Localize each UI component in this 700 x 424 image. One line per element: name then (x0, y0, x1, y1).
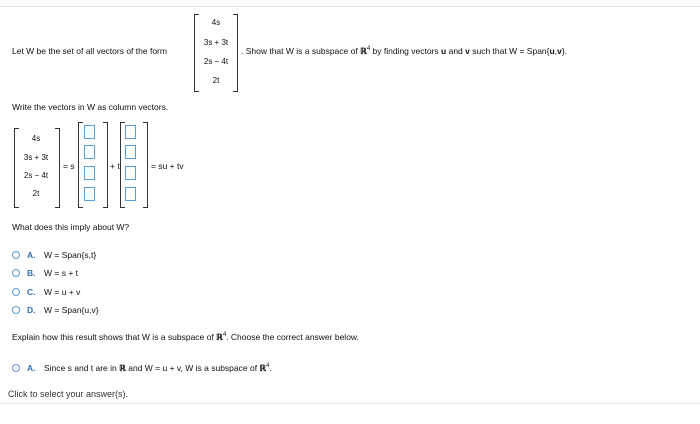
equals-su-tv-label: = su + tv (151, 161, 184, 171)
v-entry-4-input[interactable] (125, 187, 136, 201)
u-entry-1-input[interactable] (84, 125, 95, 139)
answer-text: Since s and t are in ℝ and W = u + v, W is a subspace of ℝ$^4$. (44, 363, 272, 373)
lhs-entry-4: 2t (32, 189, 40, 198)
question-intro: Let W be the set of all vectors of the form (12, 46, 167, 56)
radio-a[interactable] (12, 251, 20, 259)
form-vector-entry-4: 2t (212, 76, 220, 85)
select-answer-hint: Click to select your answer(s). (8, 389, 129, 399)
lhs-entry-3: 2s − 4t (23, 171, 49, 180)
u-entry-2-input[interactable] (84, 145, 95, 159)
instruction-text: Write the vectors in W as column vectors. (12, 102, 169, 112)
question-show-text: . Show that W is a subspace of ℝ$^4$ by finding vectors u and v such that W = Span{u,v}. (241, 46, 568, 56)
implication-question: What does this imply about W? (12, 222, 130, 232)
form-vector-entry-3: 2s − 4t (203, 57, 229, 66)
v-entry-2-input[interactable] (125, 145, 136, 159)
v-entry-1-input[interactable] (125, 125, 136, 139)
answer-radio-a[interactable] (12, 364, 20, 372)
subspace-explain-question: Explain how this result shows that W is a subspace of ℝ$^4$. Choose the correct answer below. (12, 332, 359, 342)
form-vector-entry-1: 4s (211, 18, 221, 27)
answer-option-a[interactable]: A. Since s and t are in ℝ and W = u + v, W is a subspace of ℝ$^4$. (12, 363, 352, 375)
lhs-entry-2: 3s + 3t (23, 153, 49, 162)
radio-d[interactable] (12, 306, 20, 314)
radio-c[interactable] (12, 288, 20, 296)
radio-b[interactable] (12, 269, 20, 277)
plus-t-label: + t (110, 161, 120, 171)
lhs-entry-1: 4s (31, 134, 41, 143)
u-entry-3-input[interactable] (84, 166, 95, 180)
bottom-divider (0, 403, 700, 404)
u-entry-4-input[interactable] (84, 187, 95, 201)
v-entry-3-input[interactable] (125, 166, 136, 180)
top-divider (0, 6, 700, 7)
equals-s-label: = s (63, 161, 75, 171)
form-vector-entry-2: 3s + 3t (203, 38, 229, 47)
